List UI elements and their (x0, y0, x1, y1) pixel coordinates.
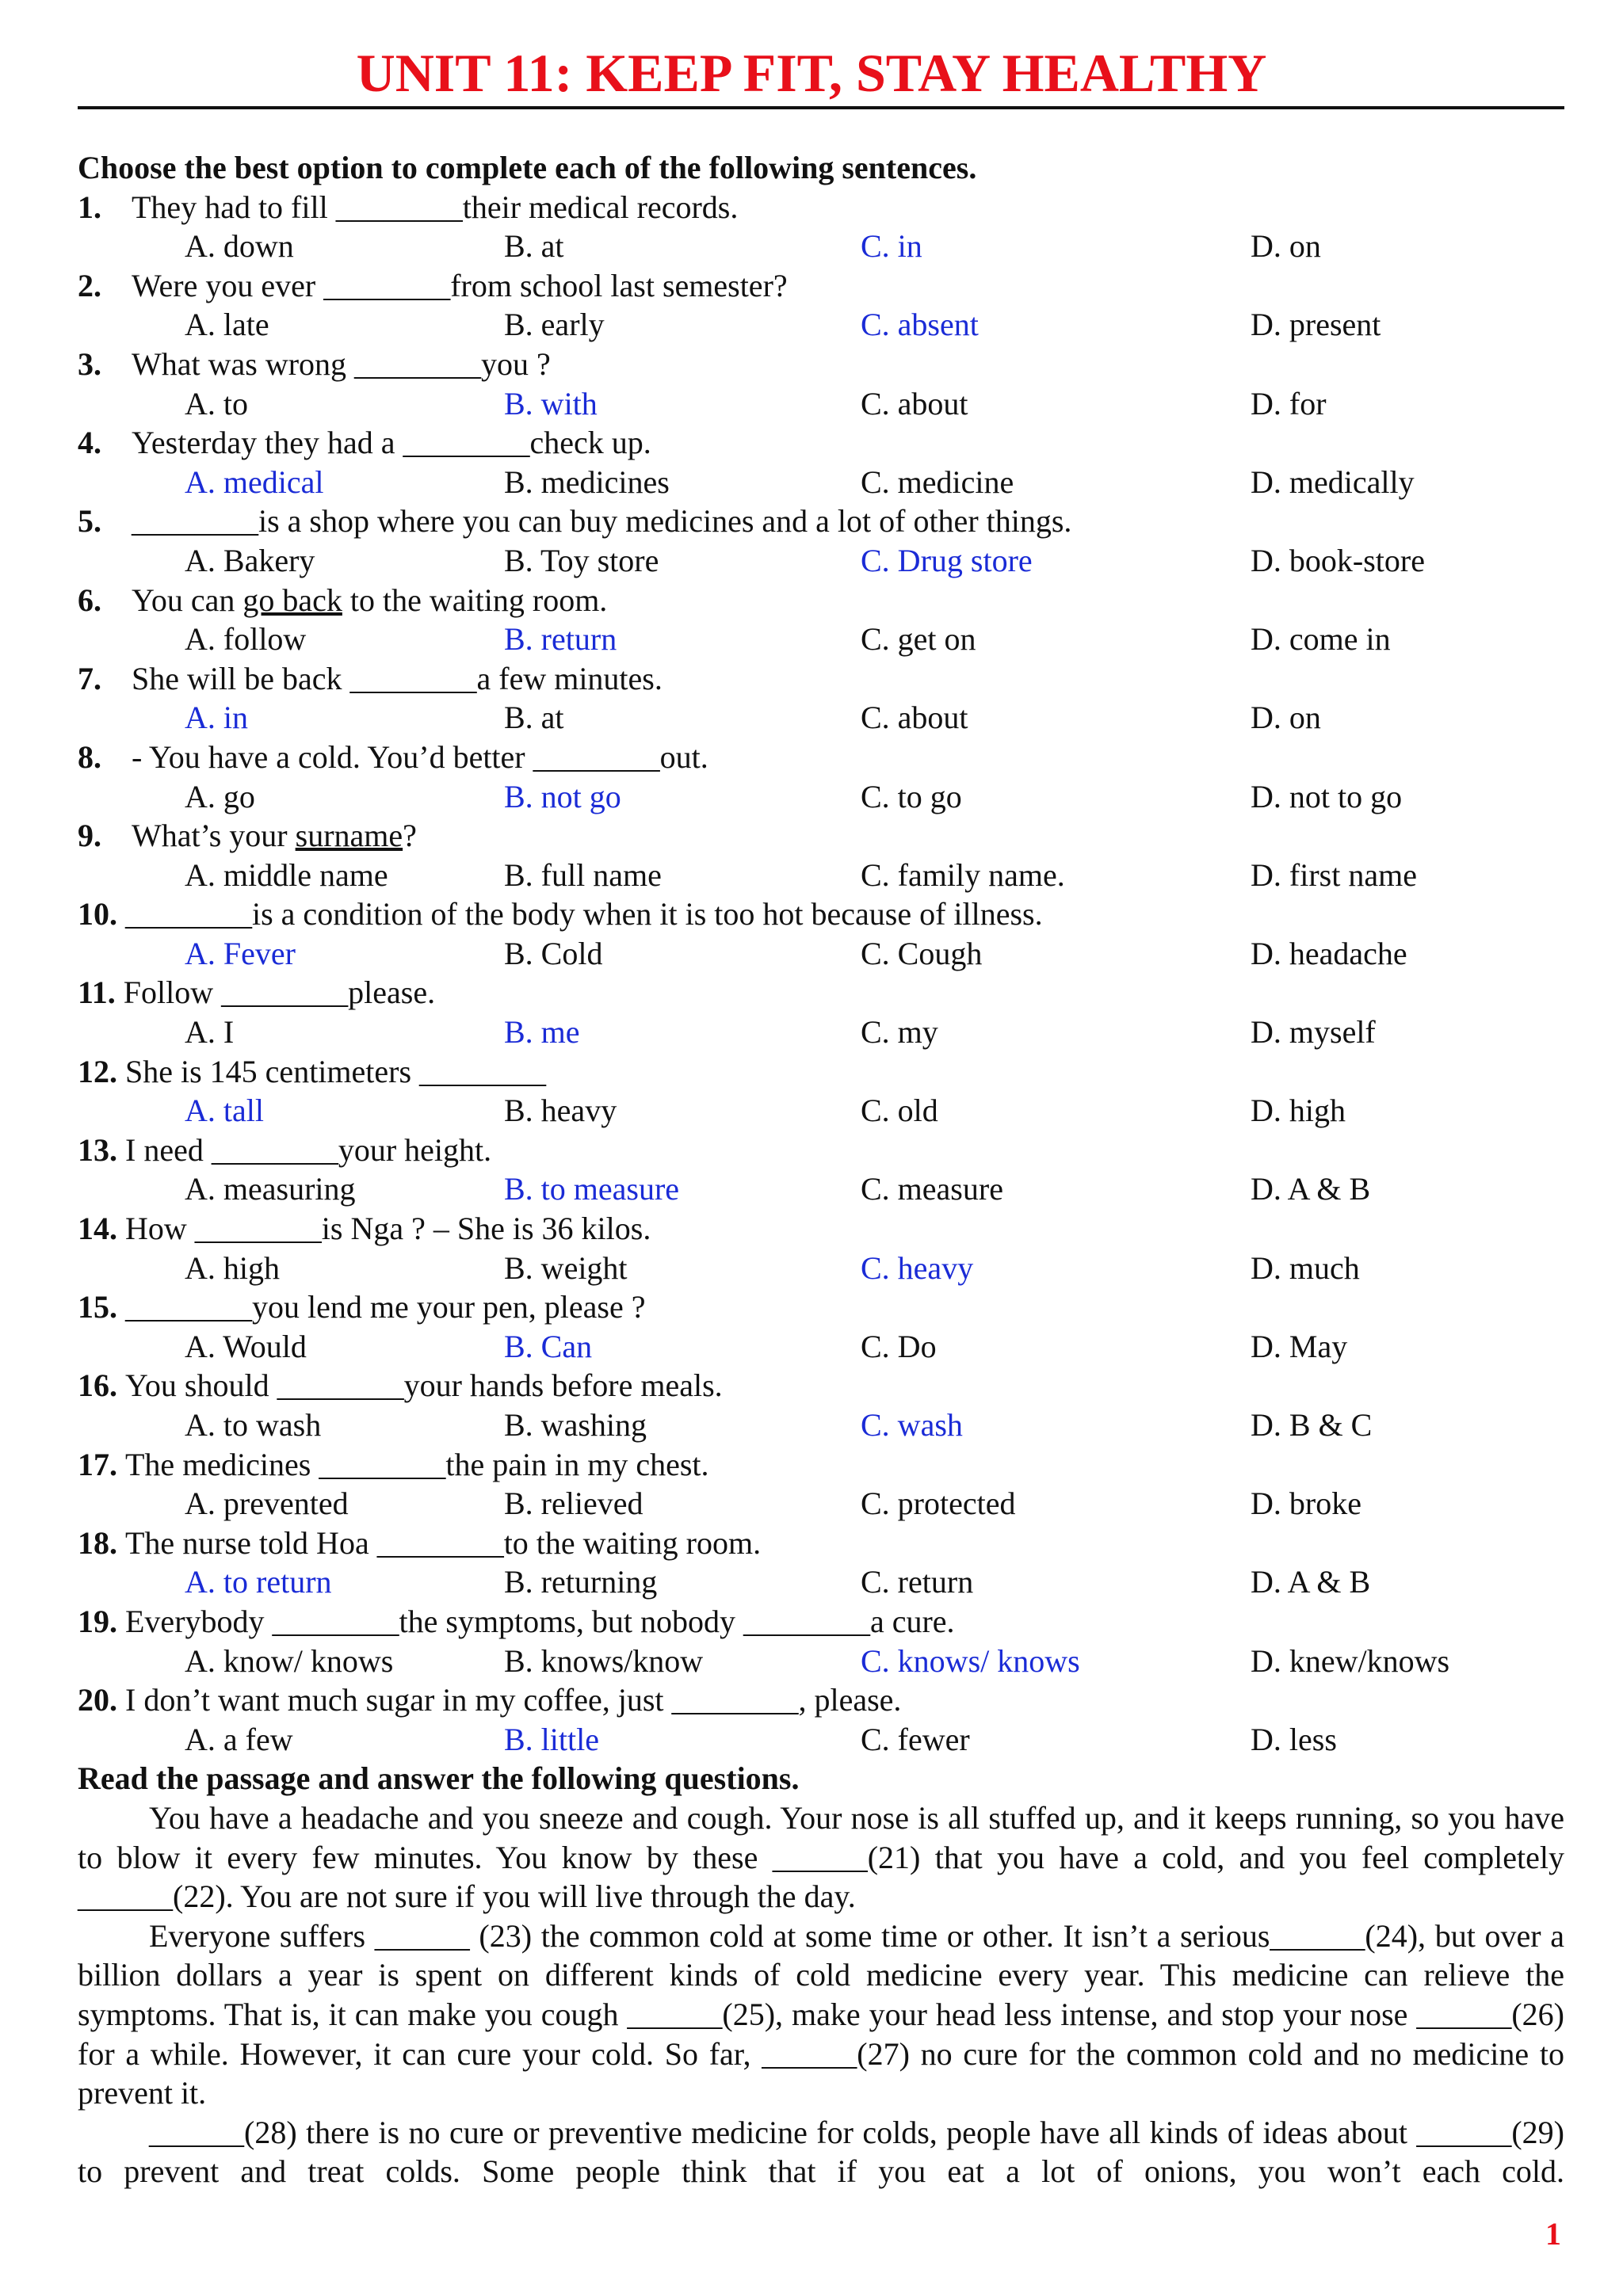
question-text: The nurse told Hoa ________to the waiting room. (125, 1524, 762, 1561)
question-stem (78, 345, 1564, 384)
question-number: 9. (78, 818, 101, 854)
question-stem (78, 1209, 1564, 1249)
worksheet-content (78, 148, 1564, 2191)
question-text: The medicines ________the pain in my chest. (125, 1446, 709, 1482)
option-b[interactable]: B. Toy store (504, 542, 659, 578)
question-stem (78, 1602, 1564, 1642)
question-text: How ________is Nga ? – She is 36 kilos. (125, 1211, 651, 1247)
option-a[interactable]: A. late (185, 307, 269, 343)
answer-options (78, 698, 1564, 738)
question-number: 12. (78, 1053, 117, 1089)
question-text: Yesterday they had a ________check up. (132, 425, 651, 461)
passage-paragraph-1: You have a headache and you sneeze and cough. Your nose is all stuffed up, and it keeps running, so you have to blow it every few minutes. You know by these ______(21) that you have a cold, and you feel completely ______(22). You are not sure if you will live through the day. (78, 1799, 1564, 1915)
option-b[interactable]: B. Cold (504, 935, 603, 971)
option-b[interactable]: B. relieved (504, 1486, 643, 1522)
question-stem (78, 1287, 1564, 1327)
option-d[interactable]: D. myself (1251, 1014, 1376, 1051)
option-c[interactable]: C. to go (861, 778, 962, 814)
question-number: 10. (78, 896, 117, 933)
option-d[interactable]: D. not to go (1251, 778, 1403, 814)
option-c[interactable]: C. family name. (861, 856, 1065, 893)
question-number: 14. (78, 1211, 117, 1247)
option-d[interactable]: D. less (1251, 1721, 1337, 1757)
question-text-end: ? (403, 818, 417, 854)
answer-options (78, 463, 1564, 502)
question-number: 17. (78, 1446, 117, 1482)
underlined-word: surname (295, 818, 403, 854)
question-stem (78, 816, 1564, 856)
question-number: 4. (78, 425, 101, 461)
option-b[interactable]: B. medicines (504, 463, 670, 500)
option-b[interactable]: B. washing (504, 1407, 647, 1443)
answer-options (78, 1169, 1564, 1209)
option-b[interactable]: B. early (504, 307, 605, 343)
question-stem (78, 1131, 1564, 1170)
option-d[interactable]: D. knew/knows (1251, 1642, 1450, 1679)
question-number: 15. (78, 1289, 117, 1325)
option-d[interactable]: D. B & C (1251, 1407, 1373, 1443)
question-text: She is 145 centimeters ________ (125, 1053, 547, 1089)
question-number: 8. (78, 738, 101, 775)
option-c-correct[interactable]: C. Drug store (861, 542, 1033, 578)
underlined-word: go back (242, 582, 342, 618)
option-d[interactable]: D. on (1251, 228, 1321, 265)
option-a[interactable]: A. know/ knows (185, 1642, 394, 1679)
question-number: 18. (78, 1524, 117, 1561)
option-d[interactable]: D. for (1251, 385, 1327, 421)
question-text: I need ________your height. (125, 1131, 492, 1168)
option-c[interactable]: C. return (861, 1564, 974, 1600)
question-text: - You have a cold. You’d better ________out. (132, 738, 708, 775)
option-c-correct[interactable]: C. heavy (861, 1249, 974, 1286)
option-a[interactable]: A. I (185, 1014, 235, 1051)
answer-options (78, 1013, 1564, 1052)
question-stem (78, 502, 1564, 541)
option-d[interactable]: D. A & B (1251, 1564, 1371, 1600)
answer-options (78, 305, 1564, 345)
passage-instruction: Read the passage and answer the following questions. (78, 1760, 800, 1797)
option-a-correct[interactable]: A. Fever (185, 935, 296, 971)
option-a-correct[interactable]: A. medical (185, 463, 324, 500)
title-divider (78, 106, 1564, 109)
option-c[interactable]: C. fewer (861, 1721, 970, 1757)
answer-options (78, 620, 1564, 659)
option-d[interactable]: D. May (1251, 1328, 1348, 1364)
question-stem (78, 1052, 1564, 1092)
question-stem (78, 423, 1564, 463)
section-instruction: Choose the best option to complete each of the following sentences. (78, 150, 977, 185)
option-c-correct[interactable]: C. absent (861, 307, 979, 343)
option-c[interactable]: C. about (861, 700, 968, 736)
question-number: 13. (78, 1131, 117, 1168)
answer-options (78, 384, 1564, 424)
option-b-correct[interactable]: B. Can (504, 1328, 593, 1364)
option-d[interactable]: D. headache (1251, 935, 1407, 971)
option-c[interactable]: C. my (861, 1014, 938, 1051)
reading-passage (78, 1798, 1564, 2191)
option-c-correct[interactable]: C. wash (861, 1407, 963, 1443)
page-title: UNIT 11: KEEP FIT, STAY HEALTHY (356, 43, 1267, 103)
answer-options (78, 227, 1564, 266)
question-text: ________is a shop where you can buy medicines and a lot of other things. (132, 503, 1072, 540)
option-a-correct[interactable]: A. to return (185, 1564, 332, 1600)
answer-options (78, 1720, 1564, 1760)
option-b-correct[interactable]: B. with (504, 385, 598, 421)
question-stem (78, 1366, 1564, 1405)
question-text: Everybody ________the symptoms, but nobody ________a cure. (125, 1603, 955, 1639)
question-text: She will be back ________a few minutes. (132, 660, 663, 696)
question-stem (78, 973, 1564, 1013)
option-a-correct[interactable]: A. in (185, 700, 248, 736)
question-number: 6. (78, 582, 101, 618)
option-d[interactable]: D. first name (1251, 856, 1417, 893)
question-number: 7. (78, 660, 101, 696)
option-b[interactable]: B. returning (504, 1564, 658, 1600)
option-d[interactable]: D. A & B (1251, 1171, 1371, 1207)
answer-options (78, 856, 1564, 895)
option-b[interactable]: B. knows/know (504, 1642, 704, 1679)
option-a[interactable]: A. to (185, 385, 248, 421)
option-d[interactable]: D. come in (1251, 621, 1391, 658)
answer-options (78, 1327, 1564, 1367)
option-c[interactable]: C. medicine (861, 463, 1014, 500)
option-a[interactable]: A. follow (185, 621, 307, 658)
answer-options (78, 1405, 1564, 1445)
question-text: What was wrong ________you ? (132, 345, 551, 382)
answer-options (78, 1562, 1564, 1602)
option-c[interactable]: C. Cough (861, 935, 983, 971)
option-a[interactable]: A. middle name (185, 856, 388, 893)
question-stem (78, 266, 1564, 306)
question-text-end: to the waiting room. (342, 582, 608, 618)
question-text: ________you lend me your pen, please ? (125, 1289, 646, 1325)
question-text: What’s your (132, 818, 296, 854)
question-text: You can (132, 582, 243, 618)
option-c[interactable]: C. get on (861, 621, 976, 658)
option-c[interactable]: C. about (861, 385, 968, 421)
question-text: They had to fill ________their medical records. (132, 189, 739, 225)
option-d[interactable]: D. book-store (1251, 542, 1425, 578)
option-b-correct[interactable]: B. little (504, 1721, 599, 1757)
question-text: Follow ________please. (123, 974, 436, 1011)
option-c-correct[interactable]: C. knows/ knows (861, 1642, 1080, 1679)
passage-paragraph-3: ______(28) there is no cure or preventive medicine for colds, people have all kinds of ideas about ______(29) to prevent and treat colds. Some people think that if you eat a lot of onions, you won’t each cold. (78, 2114, 1564, 2190)
option-a[interactable]: A. to wash (185, 1407, 322, 1443)
answer-options (78, 1642, 1564, 1681)
answer-options (78, 1091, 1564, 1131)
option-d[interactable]: D. much (1251, 1249, 1360, 1286)
option-a[interactable]: A. Would (185, 1328, 307, 1364)
question-number: 16. (78, 1367, 117, 1404)
question-stem (78, 1524, 1564, 1563)
option-b[interactable]: B. at (504, 228, 564, 265)
option-c[interactable]: C. protected (861, 1486, 1016, 1522)
option-a[interactable]: A. down (185, 228, 294, 265)
question-stem (78, 188, 1564, 227)
option-b-correct[interactable]: B. not go (504, 778, 621, 814)
option-b[interactable]: B. heavy (504, 1093, 617, 1129)
answer-options (78, 1484, 1564, 1524)
answer-options (78, 541, 1564, 581)
option-d[interactable]: D. medically (1251, 463, 1415, 500)
answer-options (78, 934, 1564, 974)
option-a[interactable]: A. prevented (185, 1486, 349, 1522)
option-a[interactable]: A. a few (185, 1721, 293, 1757)
question-number: 20. (78, 1682, 117, 1718)
option-c[interactable]: C. Do (861, 1328, 937, 1364)
question-stem (78, 1445, 1564, 1485)
question-number: 5. (78, 503, 101, 540)
passage-paragraph-2: Everyone suffers ______ (23) the common cold at some time or other. It isn’t a serious______(24), but over a billion dollars a year is spent on different kinds of cold medicine every year. This medicine can relieve the symptoms. That is, it can make you cough ______(25), make your head less intense, and stop your nose ______(26) for a while. However, it can cure your cold. So far, ______(27) no cure for the common cold and no medicine to prevent it. (78, 1917, 1564, 2111)
question-number: 1. (78, 189, 101, 225)
question-stem (78, 894, 1564, 934)
option-c-correct[interactable]: C. in (861, 228, 922, 265)
question-stem (78, 1680, 1564, 1720)
option-d[interactable]: D. broke (1251, 1486, 1361, 1522)
option-a-correct[interactable]: A. tall (185, 1093, 264, 1129)
answer-options (78, 1249, 1564, 1288)
option-b-correct[interactable]: B. to measure (504, 1171, 680, 1207)
option-b[interactable]: B. full name (504, 856, 662, 893)
question-number: 3. (78, 345, 101, 382)
question-stem (78, 738, 1564, 777)
option-b-correct[interactable]: B. return (504, 621, 617, 658)
question-text: I don’t want much sugar in my coffee, just ________, please. (125, 1682, 902, 1718)
option-a[interactable]: A. Bakery (185, 542, 315, 578)
option-b-correct[interactable]: B. me (504, 1014, 580, 1051)
option-d[interactable]: D. present (1251, 307, 1381, 343)
option-a[interactable]: A. go (185, 778, 255, 814)
option-c[interactable]: C. measure (861, 1171, 1003, 1207)
option-a[interactable]: A. high (185, 1249, 280, 1286)
option-b[interactable]: B. weight (504, 1249, 628, 1286)
question-number: 19. (78, 1603, 117, 1639)
answer-options (78, 777, 1564, 817)
question-text: Were you ever ________from school last semester? (132, 267, 788, 303)
option-d[interactable]: D. high (1251, 1093, 1346, 1129)
question-number: 2. (78, 267, 101, 303)
question-number: 11. (78, 974, 116, 1011)
question-text: You should ________your hands before meals. (125, 1367, 723, 1404)
option-a[interactable]: A. measuring (185, 1171, 356, 1207)
question-list (78, 188, 1564, 1760)
option-d[interactable]: D. on (1251, 700, 1321, 736)
question-text: ________is a condition of the body when it is too hot because of illness. (125, 896, 1043, 933)
page-number: 1 (1545, 2216, 1561, 2252)
question-stem (78, 659, 1564, 699)
option-b[interactable]: B. at (504, 700, 564, 736)
question-stem (78, 581, 1564, 620)
option-c[interactable]: C. old (861, 1093, 938, 1129)
